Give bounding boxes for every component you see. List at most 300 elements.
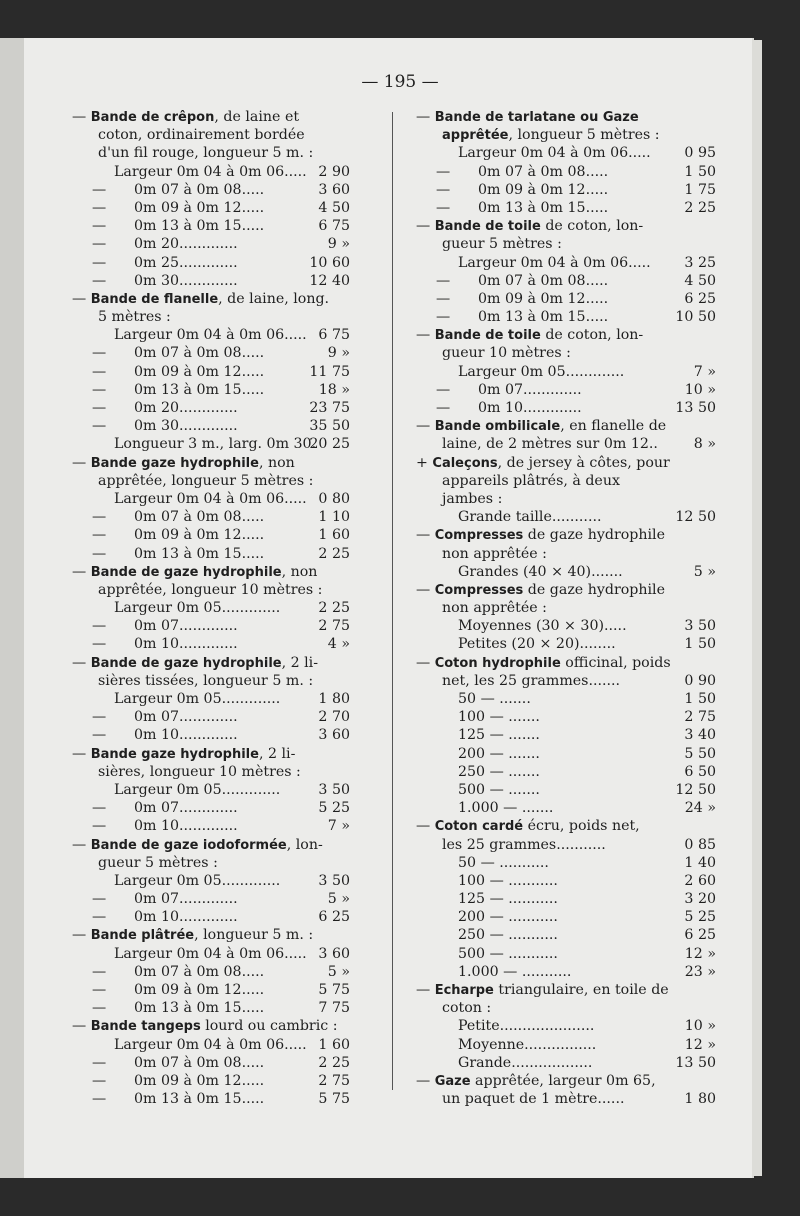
price: 3 20 [684,891,716,908]
entry-title: Bande de toile [434,328,541,344]
entry-dash: — [72,1018,87,1035]
price: 12 » [684,1036,716,1053]
entry-text: , longueur 5 m. : [194,927,314,944]
price: 2 75 [318,1072,350,1089]
entry-dash: — [416,218,431,235]
entry-title: apprêtée [442,128,509,144]
entry-heading [416,526,716,544]
entry-text: de coton, lon- [540,218,644,235]
price-row [416,635,716,653]
price-row [72,781,350,799]
entry-text: 50 — ....... [458,691,531,707]
entry-text: 0m 10............. [134,818,238,835]
entry-text: Grandes (40 × 40)....... [458,563,623,580]
entry-text: 0m 09 à 0m 12..... [134,199,265,216]
entry-heading [72,1017,350,1035]
entry-heading [72,454,350,472]
entry-heading [72,108,350,126]
entry-dash: — [416,654,431,671]
price: 12 » [684,945,716,962]
entry-text: 0m 07 à 0m 08..... [478,163,609,180]
price: 3 25 [684,254,716,271]
price-row [72,545,350,563]
price: 2 90 [318,163,350,180]
price-row [416,872,716,890]
ditto-dash: — [436,272,451,289]
price-row [416,1017,716,1035]
entry-dash: — [72,927,87,944]
entry-text: 0m 13 à 0m 15..... [134,1091,265,1108]
price-row [72,981,350,999]
price-row [72,199,350,217]
ditto-dash: — [92,891,107,908]
price: 3 60 [318,945,350,962]
entry-text: 100 — ........... [458,872,558,889]
ditto-dash: — [436,290,451,307]
entry-continuation [72,472,350,490]
price-row [416,199,716,217]
price: 7 » [693,363,716,380]
ditto-dash: — [92,363,107,380]
entry-title: Bande gaze hydrophile [90,746,259,762]
price-row [72,399,350,417]
entry-text: 0m 07 à 0m 08..... [134,181,265,198]
entry-text: Largeur 0m 04 à 0m 06..... [114,163,307,180]
entry-dash: — [72,563,87,580]
entry-text: Largeur 0m 04 à 0m 06..... [458,145,651,162]
entry-text: 0m 09 à 0m 12..... [134,363,265,380]
price-row [72,435,350,453]
entry-continuation [416,836,716,854]
entry-text: 500 — ....... [458,781,540,798]
price: 5 » [693,563,716,580]
ditto-dash: — [92,236,107,253]
price-row [416,563,716,581]
entry-text: coton : [442,1000,492,1017]
entry-text: de coton, lon- [540,327,644,344]
ditto-dash: — [92,254,107,271]
price: 13 50 [675,400,716,416]
entry-heading [416,581,716,599]
entry-text: 200 — ........... [458,909,558,926]
entry-title: Bande de tarlatane ou Gaze [434,110,639,125]
entry-text: gueur 5 mètres : [98,854,218,871]
entry-text: 125 — ........... [458,891,558,908]
price: 10 » [684,381,716,398]
price: 0 95 [684,145,716,162]
entry-text: 250 — ....... [458,763,540,780]
price-row [72,599,350,617]
entry-text: 0m 13 à 0m 15..... [134,545,265,562]
ditto-dash: — [92,272,107,289]
entry-heading [72,563,350,581]
price: 10 » [684,1018,716,1035]
entry-text: Moyennes (30 × 30)..... [458,618,627,635]
entry-dash: — [72,745,87,762]
entry-text: 0m 20............. [134,236,238,253]
entry-text: , longueur 5 mètres : [508,127,660,144]
price-row [416,890,716,908]
entry-text: 0m 10............. [134,909,238,926]
price-row [72,999,350,1017]
price: 13 50 [675,1054,716,1071]
price-row [416,690,716,708]
entry-heading [416,217,716,235]
entry-text: Largeur 0m 05............. [114,600,281,617]
entry-text: gueur 5 mètres : [442,236,562,253]
price: 4 » [327,636,350,653]
price-row [72,945,350,963]
entry-text: , 2 li- [258,745,296,762]
price-row [416,1054,716,1072]
price: 10 50 [675,309,716,326]
entry-title: Compresses [434,582,524,598]
price: 3 50 [318,872,350,889]
ditto-dash: — [92,727,107,744]
price: 5 25 [684,909,716,926]
price-row [72,363,350,381]
entry-text: 5 mètres : [98,309,171,326]
price: 2 25 [684,199,716,216]
entry-title: Echarpe [434,983,494,998]
entry-heading [416,326,716,344]
entry-text: lourd ou cambric : [200,1018,338,1035]
entry-heading [72,654,350,672]
entry-continuation [72,144,350,162]
price: 1 50 [684,691,716,707]
entry-text: officinal, poids [560,654,671,671]
entry-title: Coton hydrophile [434,655,561,671]
price: 1 80 [318,691,350,707]
entry-continuation [416,545,716,563]
entry-title: Bande de gaze iodoformée [90,837,287,853]
entry-text: Largeur 0m 04 à 0m 06..... [114,1036,307,1053]
page-number: — 195 — [361,72,439,92]
price: 0 80 [318,490,350,507]
entry-text: 0m 13 à 0m 15..... [134,1000,265,1017]
price: 6 75 [318,218,350,235]
left-column [72,108,350,1108]
price-row [416,290,716,308]
entry-text: 1.000 — ....... [458,800,554,817]
price-row [72,526,350,544]
price: 2 75 [684,709,716,726]
price-row [416,799,716,817]
ditto-dash: — [436,400,451,416]
price-row [416,363,716,381]
right-column [416,108,716,1108]
entry-heading [416,981,716,999]
ditto-dash: — [92,345,107,362]
entry-dash: — [416,982,431,998]
entry-dash: + [416,454,428,471]
ditto-dash: — [92,400,107,416]
price-row [416,926,716,944]
entry-text: Largeur 0m 05............. [114,691,281,707]
entry-text: apprêtée, longueur 10 mètres : [98,581,323,598]
entry-text: 0m 07............. [134,618,238,635]
price-row [72,635,350,653]
entry-heading [72,745,350,763]
entry-text: un paquet de 1 mètre...... [442,1091,625,1108]
entry-dash: — [416,1072,431,1089]
entry-text: de gaze hydrophile [523,581,665,598]
price: 3 60 [318,181,350,198]
page-edge-shadow [752,40,762,1176]
price-row [416,708,716,726]
price: 10 60 [309,254,350,271]
ditto-dash: — [92,636,107,653]
entry-text: sières, longueur 10 mètres : [98,763,301,780]
entry-text: , 2 li- [281,654,319,671]
price-row [72,217,350,235]
price-row [72,235,350,253]
entry-text: , de laine et [214,109,300,125]
price-row [72,1036,350,1054]
ditto-dash: — [92,381,107,398]
price-row [72,1072,350,1090]
entry-continuation [72,672,350,690]
entry-continuation [416,472,716,490]
entry-title: Caleçons [432,455,498,471]
entry-dash: — [416,327,431,344]
entry-continuation [72,308,350,326]
price: 8 » [693,436,716,453]
price-row [72,163,350,181]
price-row [416,272,716,290]
price-row [72,872,350,890]
price: 23 » [684,963,716,980]
entry-text: 0m 07 à 0m 08..... [478,272,609,289]
entry-text: non apprêtée : [442,600,547,617]
entry-title: Coton cardé [434,819,524,835]
entry-text: Largeur 0m 04 à 0m 06..... [114,945,307,962]
ditto-dash: — [92,527,107,544]
entry-continuation [72,763,350,781]
price-row [72,908,350,926]
entry-text: 0m 30............. [134,272,238,289]
entry-text: , de laine, long. [218,290,330,307]
entry-text: 500 — ........... [458,945,558,962]
price: 18 » [318,381,350,398]
ditto-dash: — [436,181,451,198]
price: 2 25 [318,1054,350,1071]
entry-text: 0m 25............. [134,254,238,271]
entry-title: Bande plâtrée [90,928,195,944]
entry-text: triangulaire, en toile de [493,982,669,998]
price-row [416,781,716,799]
ditto-dash: — [92,509,107,526]
entry-text: laine, de 2 mètres sur 0m 12.. [442,436,658,453]
entry-dash: — [416,818,431,835]
price: 2 25 [318,600,350,617]
entry-text: 0m 09 à 0m 12..... [478,290,609,307]
entry-text: appareils plâtrés, à deux [442,472,620,489]
price: 12 40 [309,272,350,289]
entry-dash: — [72,836,87,853]
entry-text: Largeur 0m 05............. [458,363,625,380]
entry-heading [416,108,716,126]
entry-continuation [416,490,716,508]
price-row [72,381,350,399]
entry-dash: — [72,454,87,471]
entry-text: 1.000 — ........... [458,963,572,980]
entry-text: apprêtée, largeur 0m 65, [470,1072,656,1089]
entry-text: , non [281,563,318,580]
entry-text: 0m 10............. [478,400,582,416]
price-row [416,908,716,926]
entry-continuation [72,854,350,872]
price-row [416,945,716,963]
entry-title: Bande de gaze hydrophile [90,655,282,671]
price: 12 50 [675,781,716,798]
price-row [416,399,716,417]
price: 23 75 [309,400,350,416]
price-row [72,1090,350,1108]
entry-heading [72,926,350,944]
entry-text: 0m 09 à 0m 12..... [134,527,265,544]
price-row [416,381,716,399]
ditto-dash: — [436,309,451,326]
entry-continuation [416,999,716,1017]
price: 1 50 [684,636,716,653]
ditto-dash: — [92,618,107,635]
entry-text: apprêtée, longueur 5 mètres : [98,472,314,489]
price: 35 50 [309,418,350,435]
entry-text: , en flanelle de [560,418,667,435]
ditto-dash: — [92,1091,107,1108]
entry-text: Largeur 0m 05............. [114,781,281,798]
price-row [72,344,350,362]
entry-text: Longueur 3 m., larg. 0m 30. [114,436,317,453]
ditto-dash: — [92,709,107,726]
entry-text: 0m 07 à 0m 08..... [134,963,265,980]
price-row [72,326,350,344]
price-row [72,617,350,635]
entry-text: Moyenne................ [458,1036,597,1053]
entry-text: gueur 10 mètres : [442,345,571,362]
entry-continuation [416,235,716,253]
price: 2 60 [684,872,716,889]
price: 2 70 [318,709,350,726]
ditto-dash: — [436,199,451,216]
price: 6 25 [684,290,716,307]
price-row [416,745,716,763]
entry-text: 0m 10............. [134,636,238,653]
ditto-dash: — [92,218,107,235]
entry-continuation [416,599,716,617]
price-row [416,617,716,635]
entry-dash: — [72,290,87,307]
price: 5 75 [318,982,350,998]
entry-title: Compresses [434,528,524,544]
price-row [72,490,350,508]
entry-dash: — [72,654,87,671]
price: 3 50 [684,618,716,635]
entry-text: 0m 13 à 0m 15..... [134,218,265,235]
price-row [72,272,350,290]
entry-text: 0m 07............. [134,800,238,817]
entry-dash: — [416,109,431,125]
entry-text: les 25 grammes........... [442,836,606,853]
entry-text: jambes : [442,490,503,507]
price-row [416,763,716,781]
price-row [72,417,350,435]
entry-heading [416,1072,716,1090]
price: 1 80 [684,1091,716,1108]
price-row [416,726,716,744]
price: 3 50 [318,781,350,798]
ditto-dash: — [92,963,107,980]
price: 5 50 [684,745,716,762]
entry-text: 0m 09 à 0m 12..... [134,982,265,998]
price-row [416,963,716,981]
entry-text: 0m 07 à 0m 08..... [134,345,265,362]
price-row [72,508,350,526]
price: 3 40 [684,727,716,744]
entry-text: 0m 13 à 0m 15..... [478,199,609,216]
ditto-dash: — [92,800,107,817]
ditto-dash: — [436,381,451,398]
price: 6 25 [684,927,716,944]
entry-text: 100 — ....... [458,709,540,726]
entry-heading [72,836,350,854]
price: 5 » [327,963,350,980]
price: 20 25 [309,436,350,453]
entry-text: 125 — ....... [458,727,540,744]
entry-text: net, les 25 grammes....... [442,672,621,689]
entry-text: 0m 30............. [134,418,238,435]
price: 11 75 [309,363,350,380]
facing-page-edge [0,38,24,1178]
price: 1 75 [684,181,716,198]
entry-text: , lon- [286,836,323,853]
price-row [72,181,350,199]
price: 9 » [327,236,350,253]
price-row [416,1036,716,1054]
entry-heading [416,417,716,435]
price: 1 50 [684,163,716,180]
entry-text: 0m 13 à 0m 15..... [134,381,265,398]
entry-heading [416,454,716,472]
ditto-dash: — [92,909,107,926]
ditto-dash: — [436,163,451,180]
entry-text: non apprêtée : [442,545,547,562]
entry-title: Bande tangeps [90,1019,201,1035]
price-row [72,890,350,908]
entry-dash: — [72,109,87,125]
entry-text: Largeur 0m 04 à 0m 06..... [114,327,307,344]
price: 1 40 [684,854,716,871]
entry-title: Bande de flanelle [90,291,219,307]
entry-text: 200 — ....... [458,745,540,762]
price-row [72,708,350,726]
price-row [416,163,716,181]
column-divider [392,112,393,1090]
price-row [416,854,716,872]
price: 6 75 [318,327,350,344]
price: 5 25 [318,800,350,817]
price: 5 75 [318,1091,350,1108]
entry-text: 50 — ........... [458,854,549,871]
price: 2 75 [318,618,350,635]
entry-text: 0m 07 à 0m 08..... [134,509,265,526]
entry-text: sières tissées, longueur 5 m. : [98,672,314,689]
entry-text: coton, ordinairement bordée [98,127,305,144]
entry-continuation [416,126,716,144]
ditto-dash: — [92,545,107,562]
price-row [416,508,716,526]
